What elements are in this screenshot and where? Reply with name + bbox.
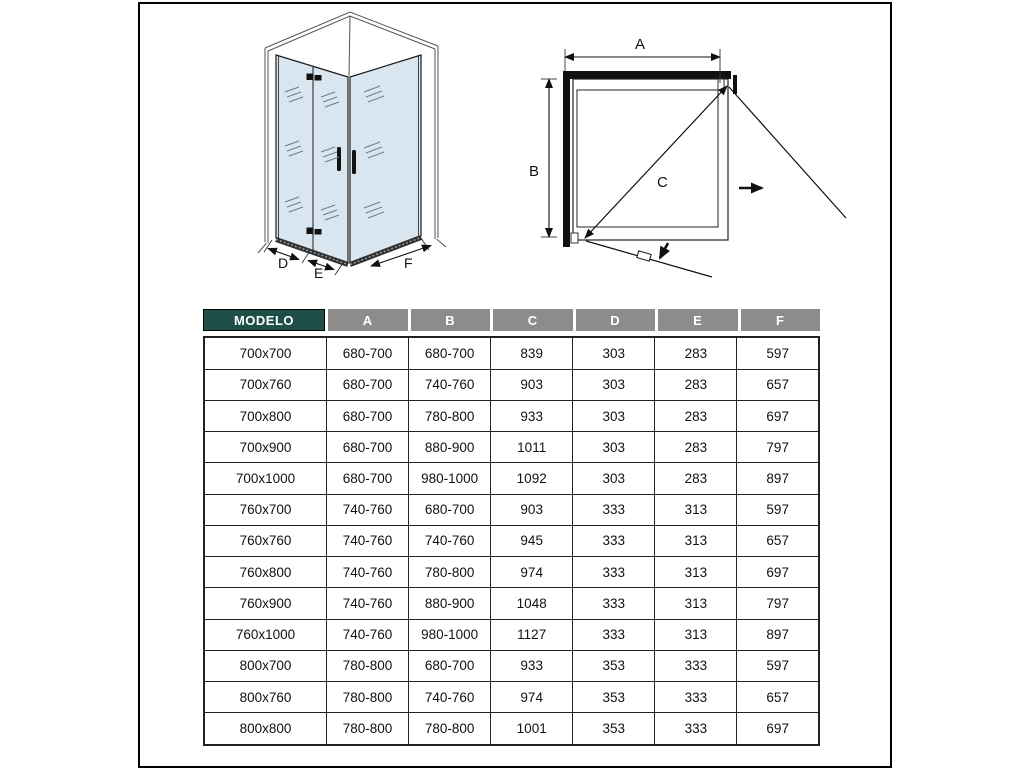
cell: 880-900 bbox=[409, 588, 491, 619]
cell: 283 bbox=[655, 432, 737, 463]
cell: 780-800 bbox=[327, 650, 409, 681]
cell: 313 bbox=[655, 494, 737, 525]
cell: 780-800 bbox=[409, 400, 491, 431]
isometric-shower-diagram bbox=[225, 0, 455, 292]
cell: 313 bbox=[655, 557, 737, 588]
cell: 974 bbox=[491, 682, 573, 713]
shower-tray-outline bbox=[573, 79, 728, 240]
cell: 797 bbox=[737, 588, 819, 619]
cell: 760x700 bbox=[204, 494, 327, 525]
cell: 680-700 bbox=[409, 650, 491, 681]
cell: 700x1000 bbox=[204, 463, 327, 494]
label-f: F bbox=[404, 255, 413, 271]
cell: 897 bbox=[737, 619, 819, 650]
fixed-panel-stub bbox=[733, 75, 737, 94]
cell: 974 bbox=[491, 557, 573, 588]
cell: 697 bbox=[737, 400, 819, 431]
cell: 780-800 bbox=[327, 713, 409, 745]
cell: 303 bbox=[573, 369, 655, 400]
cell: 657 bbox=[737, 525, 819, 556]
cell: 353 bbox=[573, 713, 655, 745]
table-row bbox=[204, 588, 819, 619]
cell: 283 bbox=[655, 369, 737, 400]
cell: 1011 bbox=[491, 432, 573, 463]
header-b: B bbox=[408, 309, 491, 331]
cell: 283 bbox=[655, 463, 737, 494]
cell: 680-700 bbox=[409, 337, 491, 369]
cell: 333 bbox=[573, 525, 655, 556]
table-row bbox=[204, 525, 819, 556]
cell: 1127 bbox=[491, 619, 573, 650]
cell: 303 bbox=[573, 400, 655, 431]
label-e: E bbox=[314, 265, 324, 281]
cell: 700x800 bbox=[204, 400, 327, 431]
cell: 657 bbox=[737, 369, 819, 400]
cell: 697 bbox=[737, 713, 819, 745]
cell: 303 bbox=[573, 463, 655, 494]
cell: 740-760 bbox=[327, 525, 409, 556]
size-table-body bbox=[203, 336, 820, 746]
label-d: D bbox=[278, 255, 289, 271]
cell: 700x900 bbox=[204, 432, 327, 463]
table-row bbox=[204, 463, 819, 494]
label-a: A bbox=[635, 36, 646, 53]
table-row bbox=[204, 369, 819, 400]
cell: 313 bbox=[655, 588, 737, 619]
cell: 980-1000 bbox=[409, 619, 491, 650]
cell: 740-760 bbox=[409, 369, 491, 400]
cell: 333 bbox=[655, 682, 737, 713]
cell: 880-900 bbox=[409, 432, 491, 463]
cell: 1048 bbox=[491, 588, 573, 619]
door-handle-plan bbox=[637, 251, 651, 261]
cell: 1001 bbox=[491, 713, 573, 745]
cell: 680-700 bbox=[327, 337, 409, 369]
cell: 933 bbox=[491, 650, 573, 681]
cell: 760x1000 bbox=[204, 619, 327, 650]
cell: 697 bbox=[737, 557, 819, 588]
size-table bbox=[203, 309, 820, 746]
cell: 740-760 bbox=[327, 494, 409, 525]
cell: 333 bbox=[573, 588, 655, 619]
header-d: D bbox=[573, 309, 656, 331]
table-row bbox=[204, 432, 819, 463]
cell: 780-800 bbox=[409, 557, 491, 588]
table-row bbox=[204, 494, 819, 525]
table-row bbox=[204, 682, 819, 713]
cell: 740-760 bbox=[409, 525, 491, 556]
table-row bbox=[204, 400, 819, 431]
cell: 945 bbox=[491, 525, 573, 556]
header-e: E bbox=[655, 309, 738, 331]
cell: 680-700 bbox=[327, 369, 409, 400]
content-frame bbox=[138, 2, 892, 768]
dimension-arrow-c bbox=[585, 86, 727, 238]
table-row bbox=[204, 650, 819, 681]
cell: 800x760 bbox=[204, 682, 327, 713]
cell: 700x700 bbox=[204, 337, 327, 369]
cell: 839 bbox=[491, 337, 573, 369]
table-row bbox=[204, 619, 819, 650]
cell: 760x900 bbox=[204, 588, 327, 619]
tray-inner-outline bbox=[577, 90, 718, 227]
cell: 903 bbox=[491, 369, 573, 400]
cell: 680-700 bbox=[327, 400, 409, 431]
cell: 797 bbox=[737, 432, 819, 463]
wall-left bbox=[563, 79, 570, 247]
cell: 760x760 bbox=[204, 525, 327, 556]
cell: 740-760 bbox=[327, 619, 409, 650]
header-f: F bbox=[738, 309, 821, 331]
cell: 333 bbox=[573, 619, 655, 650]
label-c: C bbox=[657, 174, 668, 191]
cell: 303 bbox=[573, 337, 655, 369]
cell: 597 bbox=[737, 650, 819, 681]
cell: 333 bbox=[573, 494, 655, 525]
header-modelo: MODELO bbox=[203, 309, 325, 331]
header-a: A bbox=[325, 309, 408, 331]
cell: 597 bbox=[737, 494, 819, 525]
table-row bbox=[204, 713, 819, 745]
table-row bbox=[204, 337, 819, 369]
cell: 657 bbox=[737, 682, 819, 713]
cell: 740-760 bbox=[409, 682, 491, 713]
cell: 780-800 bbox=[327, 682, 409, 713]
swing-direction-arrow-bottom bbox=[660, 243, 668, 258]
header-c: C bbox=[490, 309, 573, 331]
cell: 680-700 bbox=[327, 463, 409, 494]
glass-panel-right bbox=[350, 55, 421, 263]
cell: 283 bbox=[655, 400, 737, 431]
cell: 897 bbox=[737, 463, 819, 494]
table-row bbox=[204, 557, 819, 588]
cell: 680-700 bbox=[409, 494, 491, 525]
cell: 1092 bbox=[491, 463, 573, 494]
cell: 800x800 bbox=[204, 713, 327, 745]
cell: 313 bbox=[655, 619, 737, 650]
door-swing-line-top bbox=[729, 87, 846, 218]
label-b: B bbox=[529, 163, 540, 180]
cell: 700x760 bbox=[204, 369, 327, 400]
cell: 800x700 bbox=[204, 650, 327, 681]
cell: 303 bbox=[573, 432, 655, 463]
cell: 313 bbox=[655, 525, 737, 556]
cell: 333 bbox=[573, 557, 655, 588]
door-pivot-bracket-bottom bbox=[571, 233, 578, 243]
cell: 353 bbox=[573, 682, 655, 713]
cell: 933 bbox=[491, 400, 573, 431]
cell: 597 bbox=[737, 337, 819, 369]
door-pivot-bracket-top bbox=[718, 79, 724, 90]
cell: 740-760 bbox=[327, 588, 409, 619]
cell: 760x800 bbox=[204, 557, 327, 588]
cell: 740-760 bbox=[327, 557, 409, 588]
cell: 903 bbox=[491, 494, 573, 525]
wall-top bbox=[563, 71, 731, 79]
cell: 780-800 bbox=[409, 713, 491, 745]
cell: 680-700 bbox=[327, 432, 409, 463]
cell: 980-1000 bbox=[409, 463, 491, 494]
plan-view-diagram bbox=[525, 30, 855, 290]
cell: 283 bbox=[655, 337, 737, 369]
cell: 353 bbox=[573, 650, 655, 681]
cell: 333 bbox=[655, 650, 737, 681]
size-table-header bbox=[203, 309, 820, 331]
cell: 333 bbox=[655, 713, 737, 745]
